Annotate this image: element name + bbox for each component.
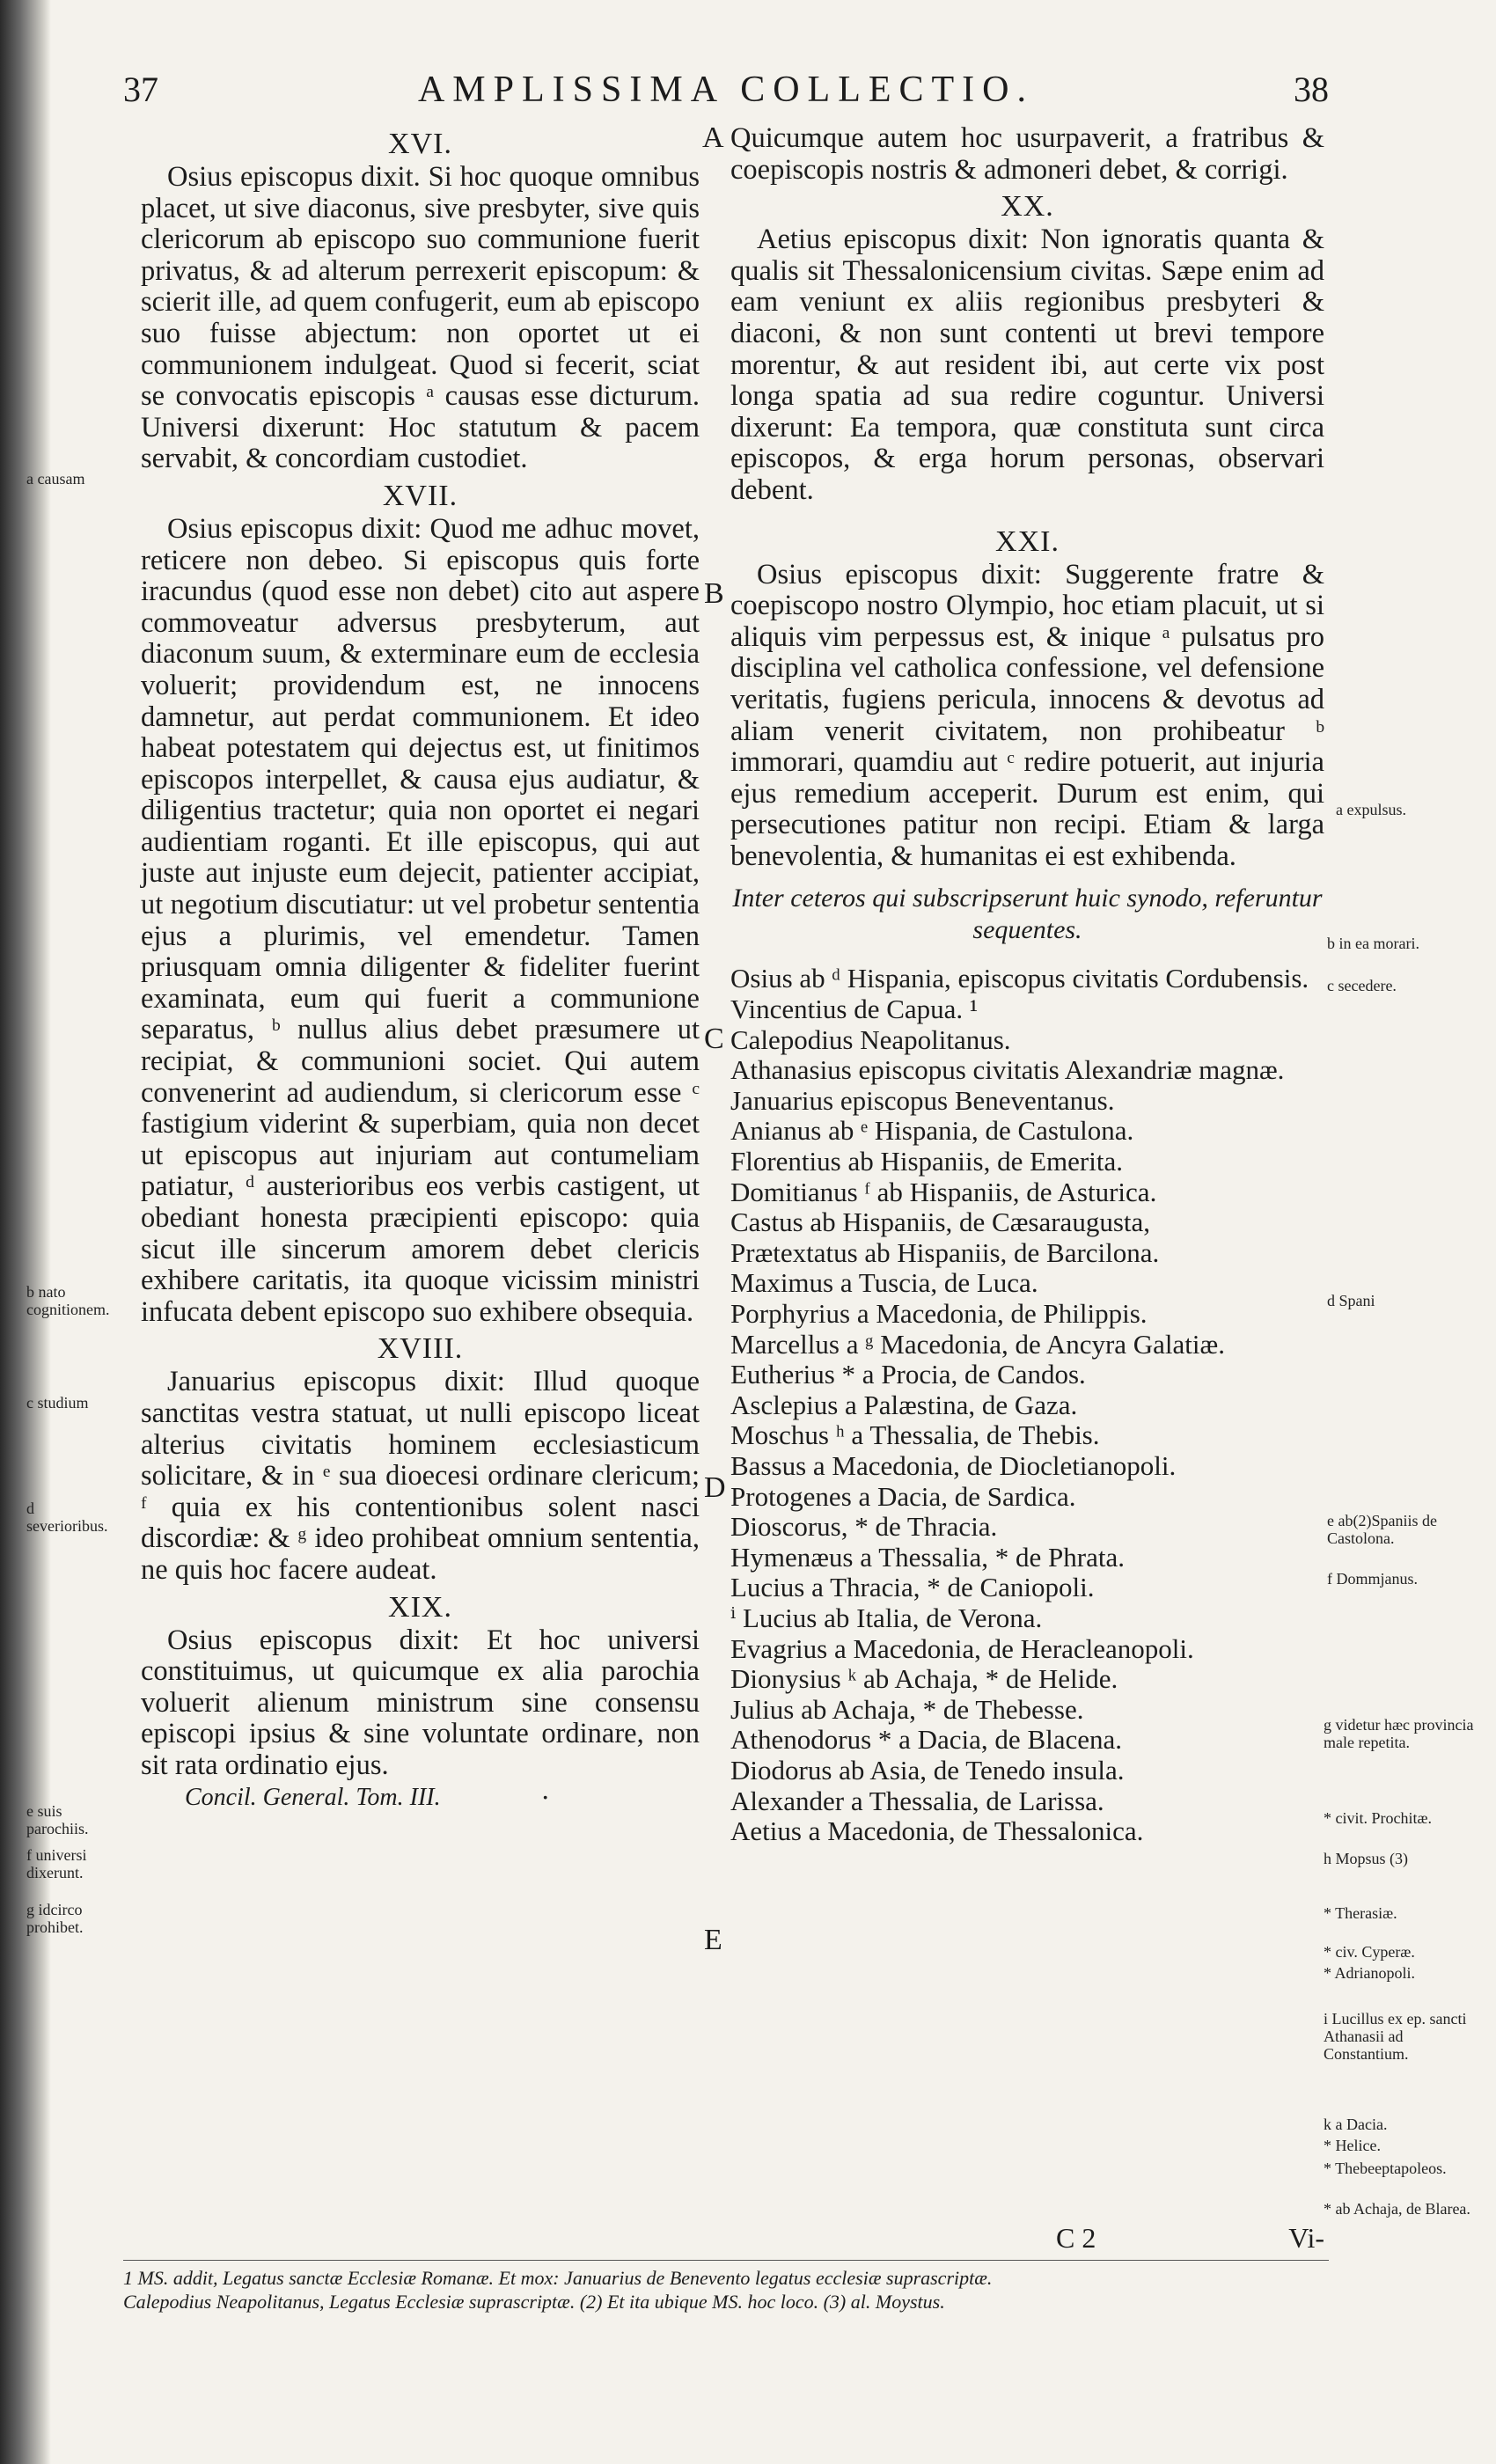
margin-note: b nato cognitionem. [26,1283,110,1318]
list-item: Lucius a Thracia, * de Caniopoli. [730,1572,1095,1603]
margin-note: * Therasiæ. [1324,1904,1397,1922]
page-bottom-line [730,2222,1324,2257]
margin-note: c secedere. [1327,977,1397,994]
margin-note: h Mopsus (3) [1324,1850,1409,1867]
gathering-signature: C 2 [1056,2222,1096,2254]
list-item: Florentius ab Hispaniis, de Emerita. [730,1146,1123,1177]
list-item: Calepodius Neapolitanus. [730,1023,1011,1055]
section-letter: B [704,577,724,610]
list-item: Athenodorus * a Dacia, de Blacena. [730,1724,1123,1756]
margin-note: g videtur hæc provincia male repetita. [1324,1716,1474,1751]
page-number-right: 38 [1294,70,1329,109]
canon-text: Quicumque autem hoc usurpaverit, a fratribus & coepiscopis nostris & admoneri debet, & corrigi. [730,122,1324,186]
margin-note: * ab Achaja, de Blarea. [1324,2200,1470,2218]
list-item: Julius ab Achaja, * de Thebesse. [730,1693,1084,1725]
section-letter: E [704,1924,722,1956]
list-item: Hymenæus a Thessalia, * de Phrata. [730,1541,1125,1573]
section-letter: A [702,121,724,154]
margin-note: f Dommjanus. [1327,1570,1418,1588]
margin-note: * civit. Prochitæ. [1324,1809,1432,1827]
list-item: Domitianus ᶠ ab Hispaniis, de Asturica. [730,1176,1157,1207]
running-title: AMPLISSIMA COLLECTIO. [417,70,1035,110]
list-item: Evagrius a Macedonia, de Heracleanopoli. [730,1632,1194,1664]
margin-note: c studium [26,1394,89,1412]
volume-signature: Concil. General. Tom. III. [185,1783,441,1811]
list-item: Dionysius ᵏ ab Achaja, * de Helide. [730,1663,1118,1695]
margin-note: e suis parochiis. [26,1802,89,1837]
right-column [730,123,1324,1847]
margin-note: e ab(2)Spaniis de Castolona. [1327,1512,1437,1547]
footnote-line: Calepodius Neapolitanus, Legatus Ecclesiæ suprascriptæ. (2) Et ita ubique MS. hoc loco. (3) al. Moystus. [123,2291,945,2313]
list-item: Protogenes a Dacia, de Sardica. [730,1480,1076,1512]
margin-note: a causam [26,470,85,488]
section-letter: D [704,1471,726,1504]
margin-note: d severioribus. [26,1500,108,1535]
margin-note: i Lucillus ex ep. sancti Athanasii ad Constantium. [1324,2010,1467,2063]
margin-note: k a Dacia. [1324,2116,1388,2133]
list-item: Athanasius episcopus civitatis Alexandriæ magnæ. [730,1054,1285,1086]
list-item: Januarius episcopus Beneventanus. [730,1084,1115,1116]
binding-shadow [0,0,51,2464]
margin-note: * Helice. [1324,2137,1381,2154]
list-item: Osius ab ᵈ Hispania, episcopus civitatis Cordubensis. [730,963,1309,994]
list-item: Aetius a Macedonia, de Thessalonica. [730,1815,1144,1847]
canon-text: Aetius episcopus dixit: Non ignoratis quanta & qualis sit Thessalonicensium civitas. Sæpe enim ad eam veniunt ex aliis regionibus presbyteri & diaconi, & non sunt contenti ut brevi tempore morentur, & aut resident ibi, aut certe vix post longa spatia ad sua redire coguntur. Universi dixerunt: Ea tempora, quæ constituta sunt circa episcopos, & erga horum personas, observari debent. [730,224,1324,506]
list-item: Castus ab Hispaniis, de Cæsaraugusta, [730,1206,1151,1238]
running-head [123,69,1329,121]
list-item: Anianus ab ᵉ Hispania, de Castulona. [730,1115,1134,1147]
canon-text: Osius episcopus dixit: Suggerente fratre & coepiscopo nostro Olympio, hoc etiam placuit, ut si aliquis vim perpessus est, & inique ᵃ pulsatus pro disciplina vel catholica confessione, vel defensione veritatis, fugiens pericula, innocens & devotus ad aliam venerit civitatem, non prohibeatur ᵇ immorari, quamdiu aut ᶜ redire potuerit, aut injuria ejus remedium acceperit. Durum est enim, qui persecutiones patitur non recipi. Etiam & larga benevolentia, & humanitas ei est exhibenda. [730,558,1324,872]
section-letter: C [704,1023,724,1055]
margin-note: * civ. Cyperæ. [1324,1943,1415,1961]
margin-note: f universi dixerunt. [26,1846,87,1881]
margin-note: * Adrianopoli. [1324,1964,1415,1982]
volume-signature-mark: · [540,1780,550,1813]
canon-heading: XXI. [995,524,1060,558]
canon-text: Osius episcopus dixit: Et hoc universi constituimus, ut quicumque ex alia parochia voluerit alienum ministrum sine consensu episcopi ipsius & sine voluntate ordinare, non sit rata ordinatio ejus. [141,1624,700,1781]
page-number-left: 37 [123,70,158,109]
list-item: Asclepius a Palæstina, de Gaza. [730,1389,1078,1420]
margin-note: g idcirco prohibet. [26,1901,84,1936]
canon-text: Januarius episcopus dixit: Illud quoque sanctitas vestra statuat, ut nulli episcopo liceat alterius civitatis hominem ecclesiasticum solicitare, & in ᵉ sua dioecesi ordinare clericum; ᶠ quia ex his contentionibus solent nasci discordiæ: & ᵍ ideo prohibeat omnium sententia, ne quis hoc facere audeat. [141,1366,700,1586]
list-item: Porphyrius a Macedonia, de Philippis. [730,1298,1148,1329]
list-item: Prætextatus ab Hispaniis, de Barcilona. [730,1236,1160,1268]
footnote-line: 1 MS. addit, Legatus sanctæ Ecclesiæ Romanæ. Et mox: Januarius de Benevento legatus ecclesiæ suprascriptæ. [123,2267,993,2289]
canon-heading: XVIII. [377,1332,464,1366]
list-item: Bassus a Macedonia, de Diocletianopoli. [730,1449,1177,1481]
margin-note: a expulsus. [1336,801,1406,818]
subscriber-list [730,964,1324,1846]
subscribers-heading: Inter ceteros qui subscripserunt huic synodo, referuntur sequentes. [732,884,1323,945]
volume-signature-line [141,1782,700,1815]
list-item: Eutherius * a Procia, de Candos. [730,1359,1086,1390]
list-item: Diodorus ab Asia, de Tenedo insula. [730,1754,1125,1786]
list-item: Moschus ʰ a Thessalia, de Thebis. [730,1419,1100,1451]
canon-heading: XIX. [388,1590,452,1624]
margin-note: b in ea morari. [1327,935,1419,952]
canon-text: Osius episcopus dixit. Si hoc quoque omnibus placet, ut sive diaconus, sive presbyter, sive quis clericorum ab episcopo suo communione fuerit privatus, & ad alterum perrexerit episcopum: & scierit ille, ad quem confugerit, eum ab episcopo suo fuisse abjectum: non oportet ut ei communionem indulgeat. Quod si fecerit, sciat se convocatis episcopis ᵃ causas esse dicturum. Universi dixerunt: Hoc statutum & pacem servabit, & concordiam custodiet. [141,161,700,475]
margin-note: * Thebeeptapoleos. [1324,2160,1447,2177]
canon-heading: XVI. [388,128,452,160]
list-item: ⁱ Lucius ab Italia, de Verona. [730,1602,1043,1633]
left-column [141,123,700,1815]
canon-heading: XVII. [382,479,458,512]
footnotes [123,2260,1329,2314]
canon-text: Osius episcopus dixit: Quod me adhuc movet, reticere non debeo. Si episcopus quis forte iracundus (quod esse non debet) cito aut aspere commoveatur adversus presbyterum, aut diaconum suum, & exterminare eum de ecclesia voluerit; providendum est, ne innocens damnetur, aut perdat communionem. Et ideo habeat potestatem qui dejectus est, ut finitimos episcopos interpellet, & causa ejus audiatur, & diligentius tractetur; quia non oportet ei negari audientiam roganti. Et ille episcopus, qui aut juste aut injuste eum dejecit, patienter accipiat, ut negotium discutiatur: ut vel probetur sententia ejus a plurimis, vel emendetur. Tamen priusquam omnia diligenter & fideliter fuerint examinata, eum qui fuerit a communione separatus, ᵇ nullus alius debet præsumere ut recipiat, & communioni societ. Qui autem convenerint ad audiendum, si clericorum esse ᶜ fastigium viderint & superbiam, quia non decet ut episcopus aut injuriam aut contumeliam patiatur, ᵈ austerioribus eos verbis castigent, ut obediant honesta præcipienti episcopo: quia sicut ille sincerum amorem debet clericis exhibere caritatis, ita quoque vicissim ministri infucata debent episcopo suo exhibere obsequia. [141,512,700,1328]
catchword: Vi- [1288,2222,1324,2254]
margin-note: d Spani [1327,1292,1375,1309]
list-item: Vincentius de Capua. ¹ [730,994,979,1025]
canon-heading: XX. [1001,190,1054,224]
list-item: Alexander a Thessalia, de Larissa. [730,1785,1104,1816]
list-item: Dioscorus, * de Thracia. [730,1511,998,1543]
list-item: Maximus a Tuscia, de Luca. [730,1267,1038,1299]
list-item: Marcellus a ᵍ Macedonia, de Ancyra Galatiæ. [730,1328,1225,1360]
